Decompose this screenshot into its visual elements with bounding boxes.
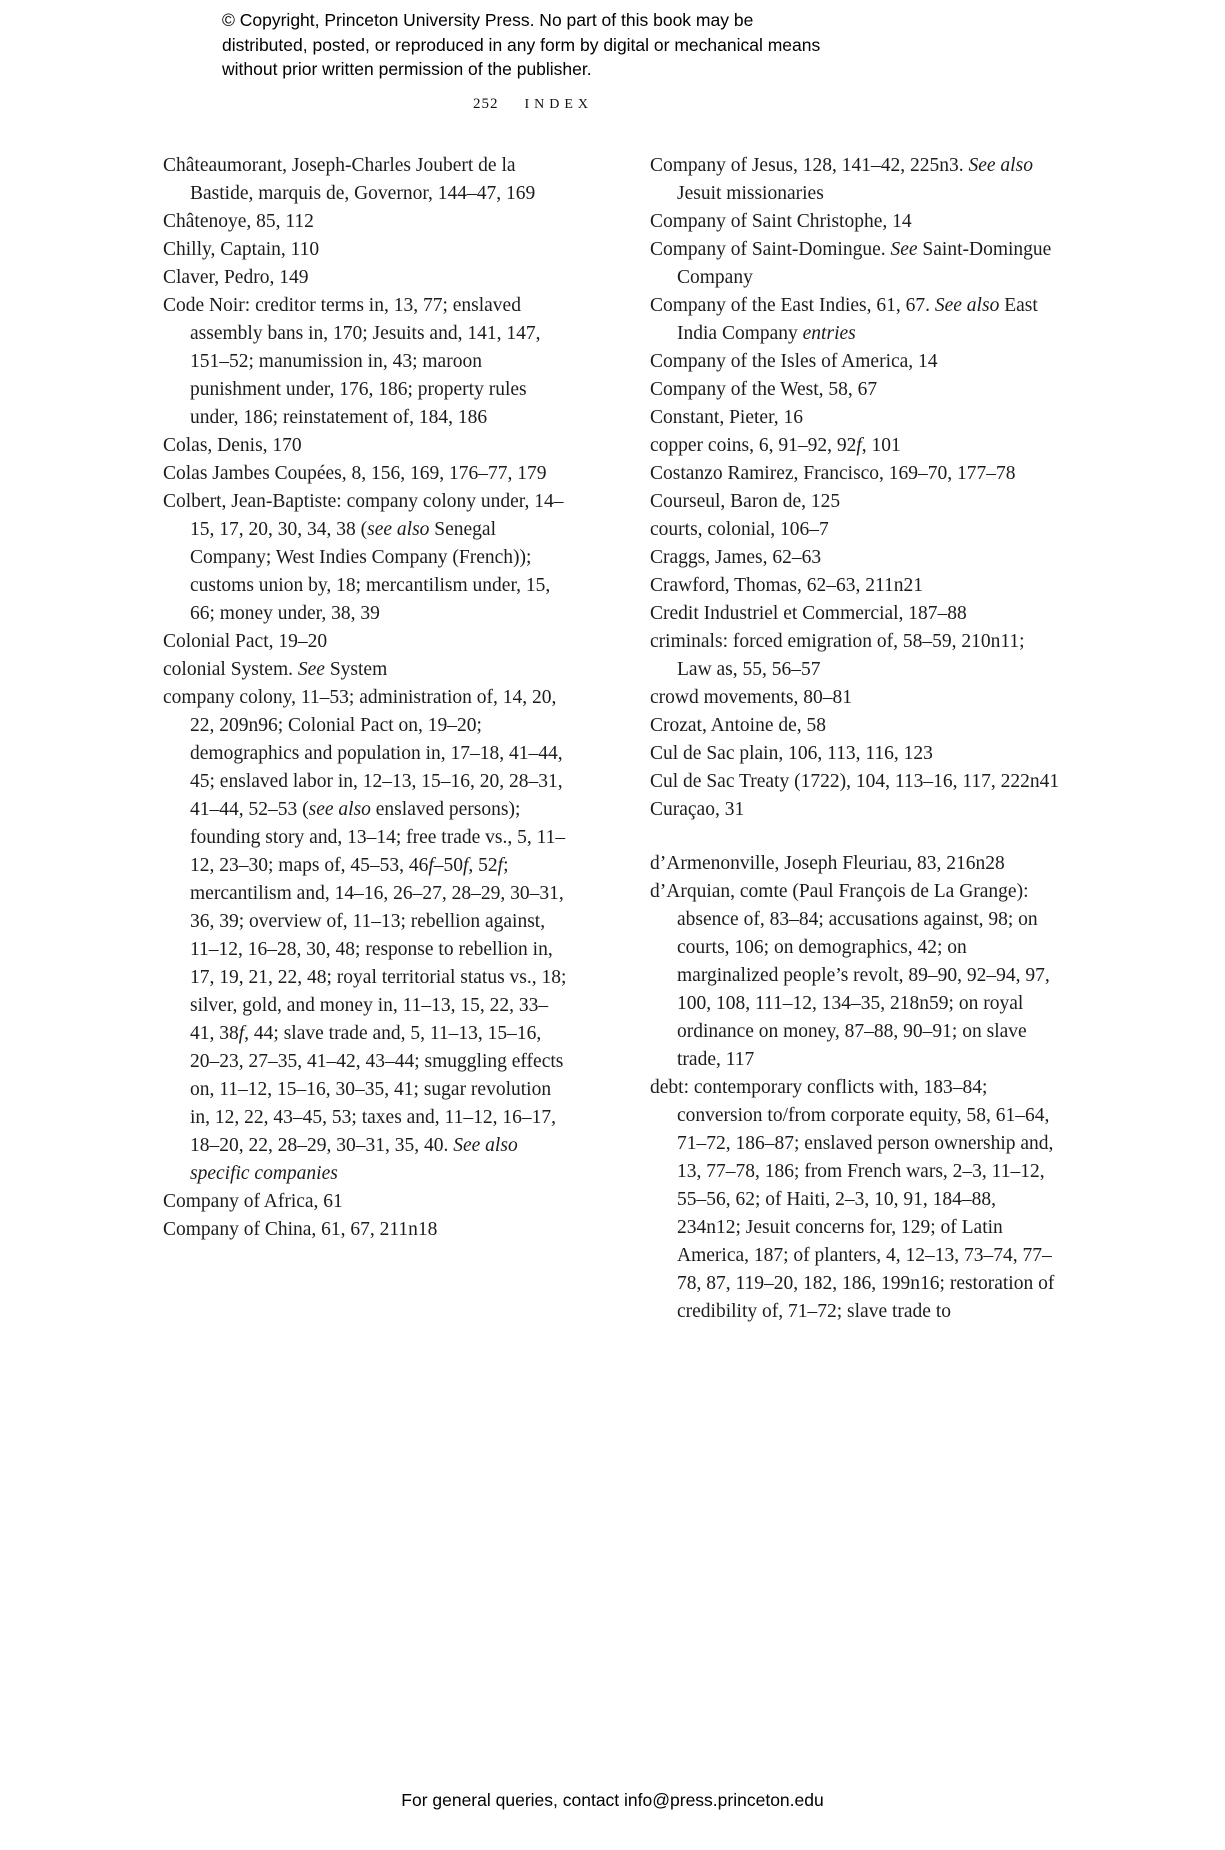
- running-head: [163, 96, 903, 113]
- index-entry: Courseul, Baron de, 125: [650, 491, 841, 512]
- index-entry: d’Armenonville, Joseph Fleuriau, 83, 216n28: [650, 853, 1005, 874]
- index-entry: Costanzo Ramirez, Francisco, 169–70, 177–78: [650, 463, 1016, 484]
- contact-email-link[interactable]: info@press.princeton.edu: [624, 1790, 824, 1810]
- index-entry: criminals: forced emigration of, 58–59, 210n11; Law as, 55, 56–57: [650, 631, 1025, 680]
- index-entry: Curaçao, 31: [650, 799, 745, 820]
- index-entry: Code Noir: creditor terms in, 13, 77; enslaved assembly bans in, 170; Jesuits and, 141, 147, 151–52; manumission in, 43; maroon punishment under, 176, 186; property rules under, 186; reinstatement of, 184, 186: [163, 295, 541, 428]
- index-entry: Cul de Sac Treaty (1722), 104, 113–16, 117, 222n41: [650, 771, 1060, 792]
- index-entry: company colony, 11–53; administration of, 14, 20, 22, 209n96; Colonial Pact on, 19–20; demographics and population in, 17–18, 41–44, 45; enslaved labor in, 12–13, 15–16, 20, 28–31, 41–44, 52–53 (see also enslaved persons); founding story and, 13–14; free trade vs., 5, 11–12, 23–30; maps of, 45–53, 46f–50f, 52f; mercantilism and, 14–16, 26–27, 28–29, 30–31, 36, 39; overview of, 11–13; rebellion against, 11–12, 16–28, 30, 48; response to rebellion in, 17, 19, 21, 22, 48; royal territorial status vs., 18; silver, gold, and money in, 11–13, 15, 22, 33–41, 38f, 44; slave trade and, 5, 11–13, 15–16, 20–23, 27–35, 41–42, 43–44; smuggling effects on, 11–12, 15–16, 30–35, 41; sugar revolution in, 12, 22, 43–45, 53; taxes and, 11–12, 16–17, 18–20, 22, 28–29, 30–31, 35, 40. See also specific companies: [163, 687, 567, 1184]
- index-entry: colonial System. See System: [163, 659, 388, 680]
- index-entry: Company of the Isles of America, 14: [650, 351, 938, 372]
- index-entry: Colas, Denis, 170: [163, 435, 302, 456]
- index-entry: crowd movements, 80–81: [650, 687, 853, 708]
- index-entry: Cul de Sac plain, 106, 113, 116, 123: [650, 743, 933, 764]
- index-entry: Craggs, James, 62–63: [650, 547, 822, 568]
- index-entry: Constant, Pieter, 16: [650, 407, 804, 428]
- copyright-notice: © Copyright, Princeton University Press. No part of this book may be distributed, posted, or reproduced in any form by digital or mechanical means without prior written permission of the publisher.: [222, 10, 821, 79]
- index-entry: Company of Africa, 61: [163, 1191, 343, 1212]
- index-entry: courts, colonial, 106–7: [650, 519, 829, 540]
- index-entry: Châteaumorant, Joseph-Charles Joubert de la Bastide, marquis de, Governor, 144–47, 169: [163, 155, 536, 204]
- index-entry: Credit Industriel et Commercial, 187–88: [650, 603, 967, 624]
- index-entry: Colbert, Jean-Baptiste: company colony under, 14–15, 17, 20, 30, 34, 38 (see also Senegal Company; West Indies Company (French)); customs union by, 18; mercantilism under, 15, 66; money under, 38, 39: [163, 491, 564, 624]
- page-number: 252: [472, 96, 499, 112]
- index-entry: Colonial Pact, 19–20: [163, 631, 328, 652]
- index-entry: Chilly, Captain, 110: [163, 239, 320, 260]
- index-entry: Colas Jambes Coupées, 8, 156, 169, 176–77, 179: [163, 463, 547, 484]
- index-entry: Company of China, 61, 67, 211n18: [163, 1219, 438, 1240]
- index-entry: Crozat, Antoine de, 58: [650, 715, 827, 736]
- index-entry: Company of the East Indies, 61, 67. See also East India Company entries: [650, 295, 1038, 344]
- index-entry: Company of Saint Christophe, 14: [650, 211, 912, 232]
- index-entry: Company of the West, 58, 67: [650, 379, 878, 400]
- index-entry: copper coins, 6, 91–92, 92f, 101: [650, 435, 901, 456]
- index-entry: Company of Saint-Domingue. See Saint-Domingue Company: [650, 239, 1052, 288]
- index-entry: Claver, Pedro, 149: [163, 267, 309, 288]
- index-entry: Crawford, Thomas, 62–63, 211n21: [650, 575, 923, 596]
- footer-contact: [0, 1790, 1225, 1811]
- footer-contact-text: For general queries, contact: [401, 1790, 625, 1810]
- index-entry: d’Arquian, comte (Paul François de La Grange): absence of, 83–84; accusations against, 98; on courts, 106; on demographics, 42; on marginalized people’s revolt, 89–90, 92–94, 97, 100, 108, 111–12, 134–35, 218n59; on royal ordinance on money, 87–88, 90–91; on slave trade, 117: [650, 881, 1050, 1070]
- index-column-left: [163, 152, 571, 1244]
- index-entry: Company of Jesus, 128, 141–42, 225n3. See also Jesuit missionaries: [650, 155, 1033, 204]
- index-entry: Châtenoye, 85, 112: [163, 211, 314, 232]
- index-entry: debt: contemporary conflicts with, 183–84; conversion to/from corporate equity, 58, 61–64, 71–72, 186–87; enslaved person ownership and, 13, 77–78, 186; from French wars, 2–3, 11–12, 55–56, 62; of Haiti, 2–3, 10, 91, 184–88, 234n12; Jesuit concerns for, 129; of Latin America, 187; of planters, 4, 12–13, 73–74, 77–78, 87, 119–20, 182, 186, 199n16; restoration of credibility of, 71–72; slave trade to: [650, 1077, 1055, 1322]
- index-column-right: [650, 152, 1064, 1326]
- running-head-title: INDEX: [524, 97, 594, 112]
